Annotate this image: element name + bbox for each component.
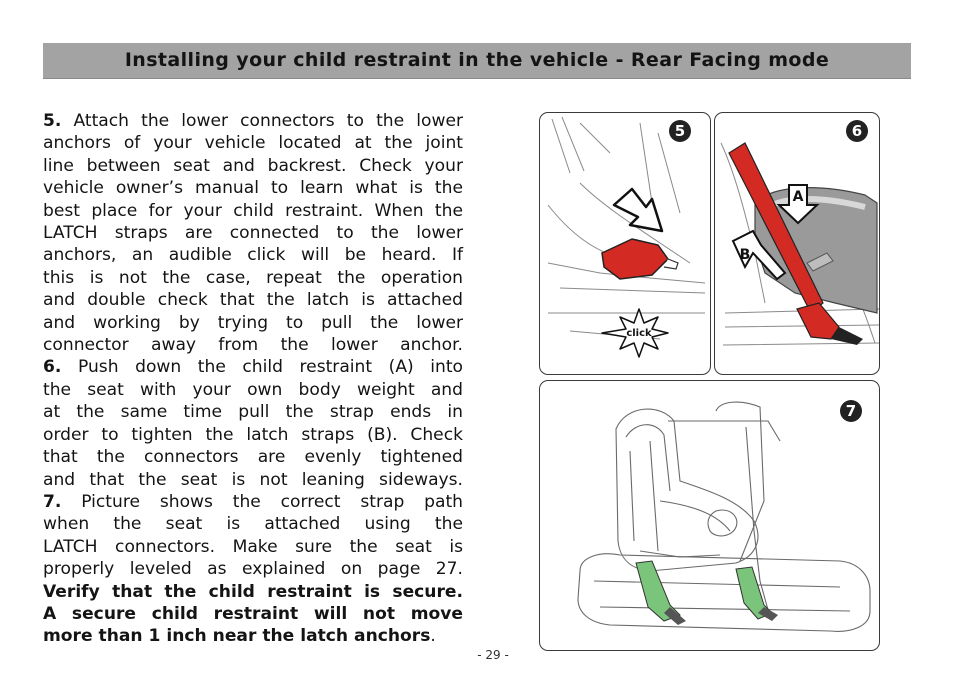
figure-5-illustration <box>540 113 710 374</box>
safety-warning-line: A secure child restraint will not move <box>43 603 463 624</box>
push-arrow-icon <box>614 189 662 231</box>
figure-5-panel <box>539 112 711 375</box>
safety-warning-line: Verify that the child restraint is secure. <box>43 581 463 602</box>
step-6-line: and that the seat is not leaning sideways. <box>43 469 463 490</box>
step-7-number: 7. <box>43 491 62 512</box>
step-7-line: properly leveled as explained on page 27. <box>43 559 463 580</box>
step-7-line: LATCH connectors. Make sure the seat is <box>43 536 463 557</box>
step-5-line: 5. Attach the lower connectors to the lower <box>43 111 463 131</box>
figure-7-badge: 7 <box>840 400 862 422</box>
figure-7-panel <box>539 380 880 651</box>
page-number: - 29 - <box>477 648 509 662</box>
step-6-line: that the connectors are evenly tightened <box>43 447 463 468</box>
lower-connector <box>602 239 668 279</box>
step-6-line: order to tighten the latch straps (B). Check <box>43 424 463 445</box>
label-b: B <box>739 247 751 263</box>
step-5-line: connector away from the lower anchor. <box>43 335 463 356</box>
step-6-line: at the same time pull the strap ends in <box>43 402 463 423</box>
instructions-text <box>43 110 463 648</box>
step-5-line: this is not the case, repeat the operation <box>43 267 463 288</box>
step-6-line: 6. Push down the child restraint (A) into <box>43 357 463 378</box>
step-5-line: best place for your child restraint. When the <box>43 200 463 221</box>
strap-connector <box>797 303 839 339</box>
step-5-number: 5. <box>43 111 62 131</box>
click-label: click <box>626 328 652 339</box>
step-5-line: vehicle owner’s manual to learn what is the <box>43 178 463 199</box>
section-title: Installing your child restraint in the vehicle - Rear Facing mode <box>124 49 830 71</box>
step-5-line: and working by trying to pull the lower <box>43 312 463 333</box>
step-7-line: 7. Picture shows the correct strap path <box>43 491 463 512</box>
figure-5-badge: 5 <box>669 120 691 142</box>
step-5-line: anchors of your vehicle located at the joint <box>43 133 463 154</box>
step-5-line: anchors, an audible click will be heard. If <box>43 245 463 266</box>
step-5-line: line between seat and backrest. Check your <box>43 155 463 176</box>
step-5-line: and double check that the latch is attached <box>43 290 463 311</box>
safety-warning-line: more than 1 inch near the latch anchors. <box>43 626 436 647</box>
step-6-line: the seat with your own body weight and <box>43 379 463 400</box>
step-6-number: 6. <box>43 357 62 378</box>
step-7-line: when the seat is attached using the <box>43 514 463 535</box>
figure-6-illustration <box>715 113 879 374</box>
figure-7-illustration <box>540 381 879 650</box>
section-header-bar <box>43 43 911 79</box>
step-5-line: LATCH straps are connected to the lower <box>43 223 463 244</box>
figure-6-panel <box>714 112 880 375</box>
label-a: A <box>792 189 804 205</box>
figure-6-badge: 6 <box>846 120 868 142</box>
